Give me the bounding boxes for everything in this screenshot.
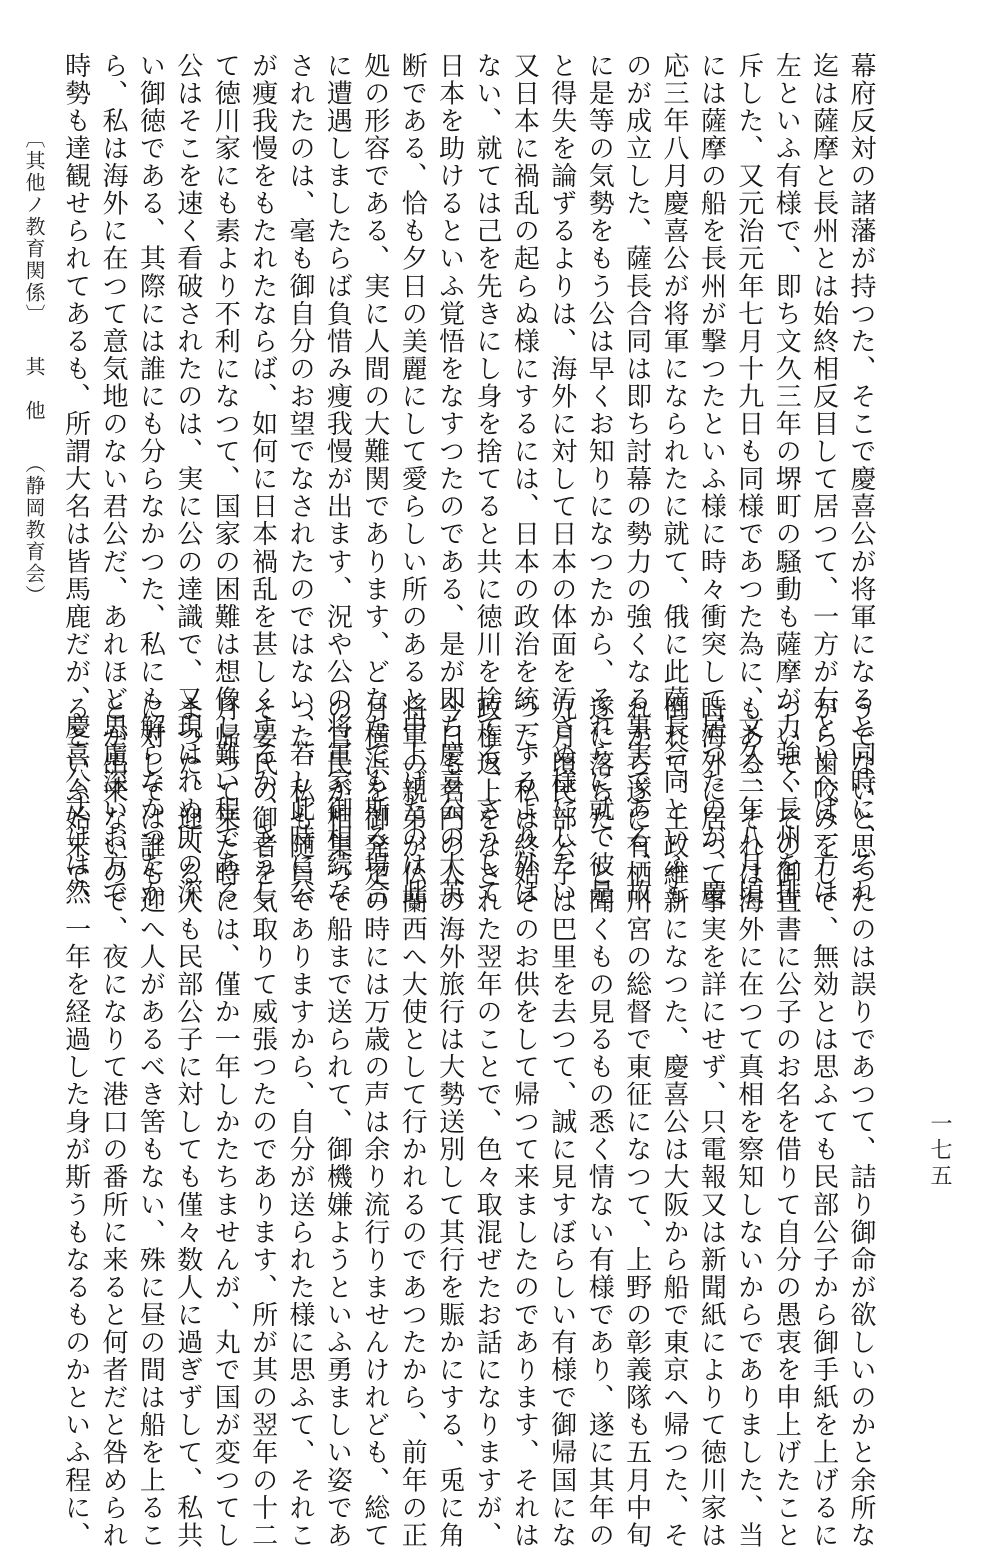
- text-line: に対しては誰も迎へ人があるべき筈もない、殊に昼の間は船を上るこ: [135, 695, 166, 1549]
- text-line: 将軍の親弟が仏蘭西へ大使として行かれるのであつたから、前年の正: [397, 695, 428, 1549]
- text-line: まつた、迎へる人も民部公子に対しても僅々数人に過ぎずして、私共: [172, 695, 203, 1549]
- text-line: 月横浜を御発足の時には万歳の声は余り流行りませんけれども、総て: [359, 695, 390, 1549]
- running-header: [20, 128, 49, 629]
- text-line: 公はそこを速く看破されたのは、実に公の達識で、又現はれぬ所の深: [172, 52, 203, 907]
- text-line: もある、それは海外に在つて真相を察知しないからでありました、当: [733, 695, 764, 1549]
- text-line: に遭遇しましたらば負惜み痩我慢が出ます、況や公の将軍家御相続な: [322, 52, 353, 907]
- text-line: 政権返上をなされた翌年のことで、色々取混ぜたお話になりますが、: [472, 695, 502, 1549]
- text-line: 時海外に居つて事実を詳にせず、只電報又は新聞紙によりて徳川家は: [696, 695, 727, 1549]
- text-line: 遂に落ちた、と聞くもの見るもの悉く情ない有様であり、遂に其年の: [584, 695, 615, 1549]
- text-line: れから遂に有栖川宮の総督で東征になつて、上野の彰義隊も五月中旬: [621, 695, 652, 1549]
- text-line: うでないと思つたのは誤りであつて、詰り御命が欲しいのかと余所な: [846, 695, 876, 1549]
- text-line: 処の形容である、実に人間の大難関であります、どなたでも斯る場合: [359, 52, 390, 907]
- text-line: 左といふ有様で、即ち文久三年の堺町の騒動も薩摩が力強く長州を排: [771, 52, 802, 907]
- text-line: い御徳である、其際には誰にも分らなかつた、私にも解らなかつたか: [135, 52, 166, 907]
- text-line: の官民が相集つて船まで送られて、御機嫌ようといふ勇ましい姿であ: [322, 695, 353, 1549]
- text-line: に是等の気勢をもう公は早くお知りになつたから、それらに就て彼是: [584, 52, 615, 907]
- header-subsection: 其 他: [22, 356, 46, 423]
- header-source: （静岡教育会）: [22, 452, 46, 607]
- text-line: 倒れて、王政維新になつた、慶喜公は大阪から船で東京へ帰つた、そ: [659, 695, 689, 1549]
- page-number: 一七五: [927, 1112, 952, 1190]
- text-line: 月帰つて来た時には、僅か一年しかたちませんが、丸で国が変つてし: [210, 695, 241, 1549]
- text-line: と得失を論ずるよりは、海外に対して日本の体面を汚さぬ様にしたい: [546, 52, 577, 907]
- text-line: 今日も名門の人の海外旅行は大勢送別して其行を賑かにする、兎に角: [434, 695, 465, 1549]
- text-line: とが出来ないので、夜になりて港口の番所に来ると何者だと咎められ: [98, 695, 128, 1549]
- text-line: には薩摩の船を長州が撃つたといふ様に時々衝突して居つたのが、慶: [696, 52, 727, 907]
- text-line: て徳川家にも素より不利になつて、国家の困難は想像し難い程である: [210, 52, 241, 907]
- text-line: 断である、恰も夕日の美麗にして愛らしい所のあると申上げたのは此: [397, 52, 428, 907]
- text-line: 時勢も達観せられてあるも、所謂大名は皆馬鹿だが、慶喜公丈けは然: [60, 52, 91, 907]
- text-line: が痩我慢をもたれたならば、如何に日本禍乱を甚しくするか、さうし: [247, 52, 278, 907]
- text-line: されたのは、毫も御自分のお望でなされたのではない、若し此時に公: [285, 52, 315, 907]
- text-line: 応三年八月慶喜公が将軍になられたに就て、俄に此薩長合同といふも: [659, 52, 689, 907]
- text-line: つた、私は終始そのお供をして帰つて来ましたのであります、それは: [509, 695, 540, 1549]
- text-line: 迄は薩摩と長州とは始終相反目して居つて、一方が右といへば一方は: [808, 52, 839, 907]
- text-line: ら、私は海外に在つて意気地のない君公だ、あれほど思慮深いお方で: [98, 52, 128, 907]
- text-line: 九月頃民部公子は巴里を去つて、誠に見すぼらしい有様で御帰国にな: [546, 695, 577, 1549]
- text-line: 幕府反対の諸藩が持つた、そこで慶喜公が将軍になると同時に、それ: [846, 52, 876, 907]
- text-line: 又日本に禍乱の起らぬ様にするには、日本の政治を統一するより外は: [509, 52, 540, 907]
- text-line: ない、就ては己を先きにし身を捨てると共に徳川を捨てる、さうして: [472, 52, 502, 907]
- text-line: そ晏氏の御者を気取りて威張つたのであります、所が其の翌年の十二: [247, 695, 278, 1549]
- text-line: ついて、その御直書に公子のお名を借りて自分の愚衷を申上げたこと: [771, 695, 802, 1549]
- text-line: 日本を助けるといふ覚悟をなすつたのである、是が即ち慶喜公の大英: [434, 52, 465, 907]
- text-line: つた、私も随員でありますから、自分が送られた様に思ふて、それこ: [285, 695, 315, 1549]
- text-line: のが成立した、薩長合同は即ち討幕の勢力の強くなる事実である、故: [621, 52, 652, 907]
- text-line: るといふ始末で、一年を経過した身が斯うもなるものかといふ程に、: [60, 695, 91, 1549]
- text-line: がら歯咬みをして、無効とは思ふても民部公子から御手紙を上げるに: [808, 695, 839, 1549]
- text-line: 斥した、又元治元年七月十九日も同様であつた為に、文久三年八月頃: [733, 52, 764, 907]
- header-section: 〔其他ノ教育関係〕: [22, 128, 46, 326]
